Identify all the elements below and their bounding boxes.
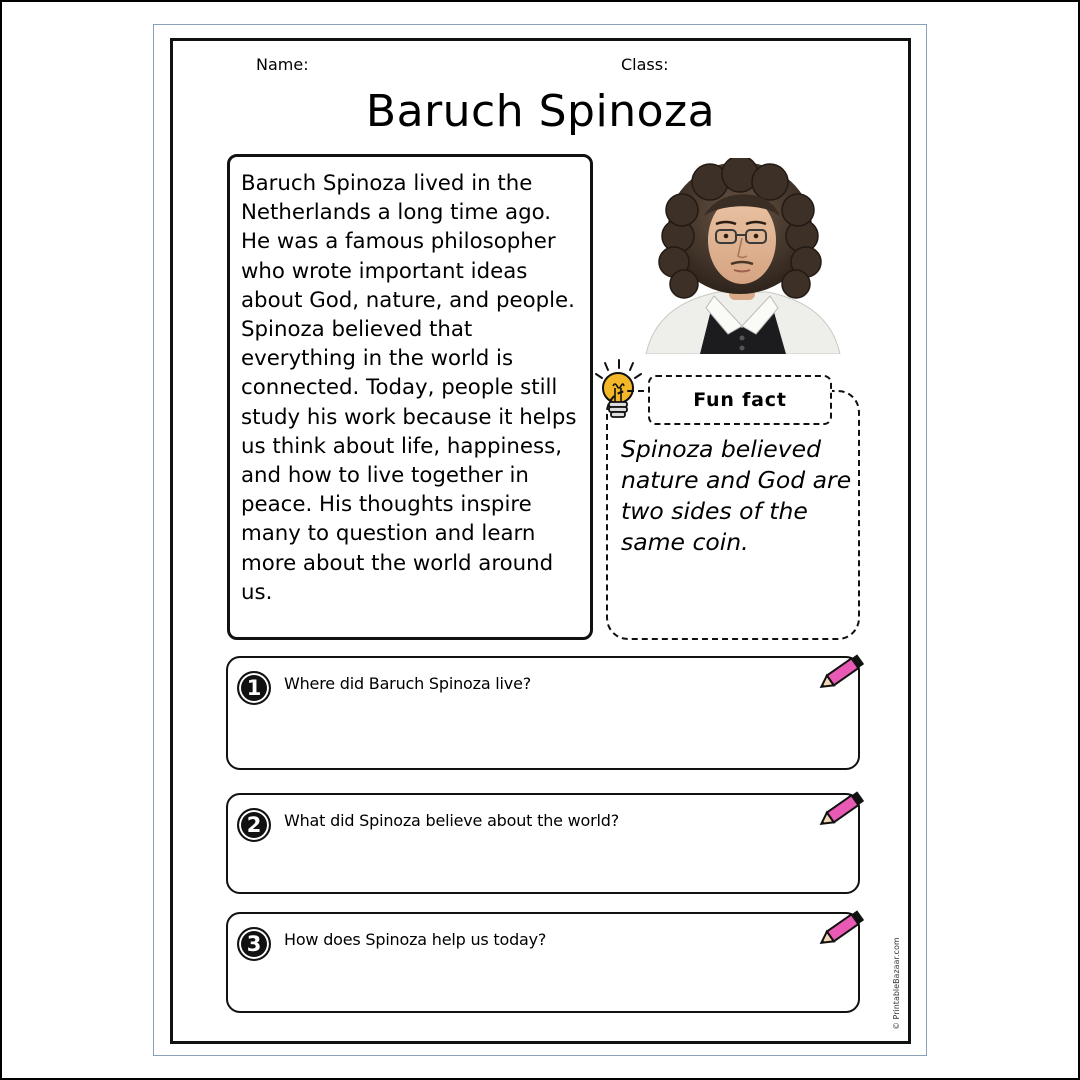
question-number-badge: 3 [237, 927, 271, 961]
question-number-badge: 2 [237, 808, 271, 842]
copyright-text: © PrintableBazaar.com [892, 937, 901, 1030]
fun-fact-text: Spinoza believed nature and God are two sides of the same coin. [621, 435, 852, 556]
reading-passage-text: Baruch Spinoza lived in the Netherlands a long time ago. He was a famous philosopher who wrote important ideas about God, nature, and people. Spinoza believed that everything in the world is connected. Today, people still study his work because it helps us think about life, happiness, and how to live together in peace. His thoughts inspire many to question and learn more about the world around us. [241, 171, 577, 605]
question-box-1[interactable] [226, 656, 860, 770]
question-text: What did Spinoza believe about the world? [284, 811, 620, 830]
question-number-badge: 1 [237, 671, 271, 705]
pencil-icon [814, 906, 868, 952]
page-title: Baruch Spinoza [365, 86, 716, 137]
fun-fact-label-box [648, 375, 832, 425]
name-label: Name: [256, 55, 309, 74]
pencil-icon [814, 650, 868, 696]
fun-fact-label: Fun fact [693, 389, 787, 411]
pencil-icon [814, 787, 868, 833]
portrait-image [640, 158, 845, 354]
question-text: Where did Baruch Spinoza live? [284, 674, 532, 693]
question-box-2[interactable] [226, 793, 860, 894]
class-label: Class: [621, 55, 669, 74]
question-box-3[interactable] [226, 912, 860, 1013]
question-text: How does Spinoza help us today? [284, 930, 547, 949]
reading-passage-box [227, 154, 593, 640]
